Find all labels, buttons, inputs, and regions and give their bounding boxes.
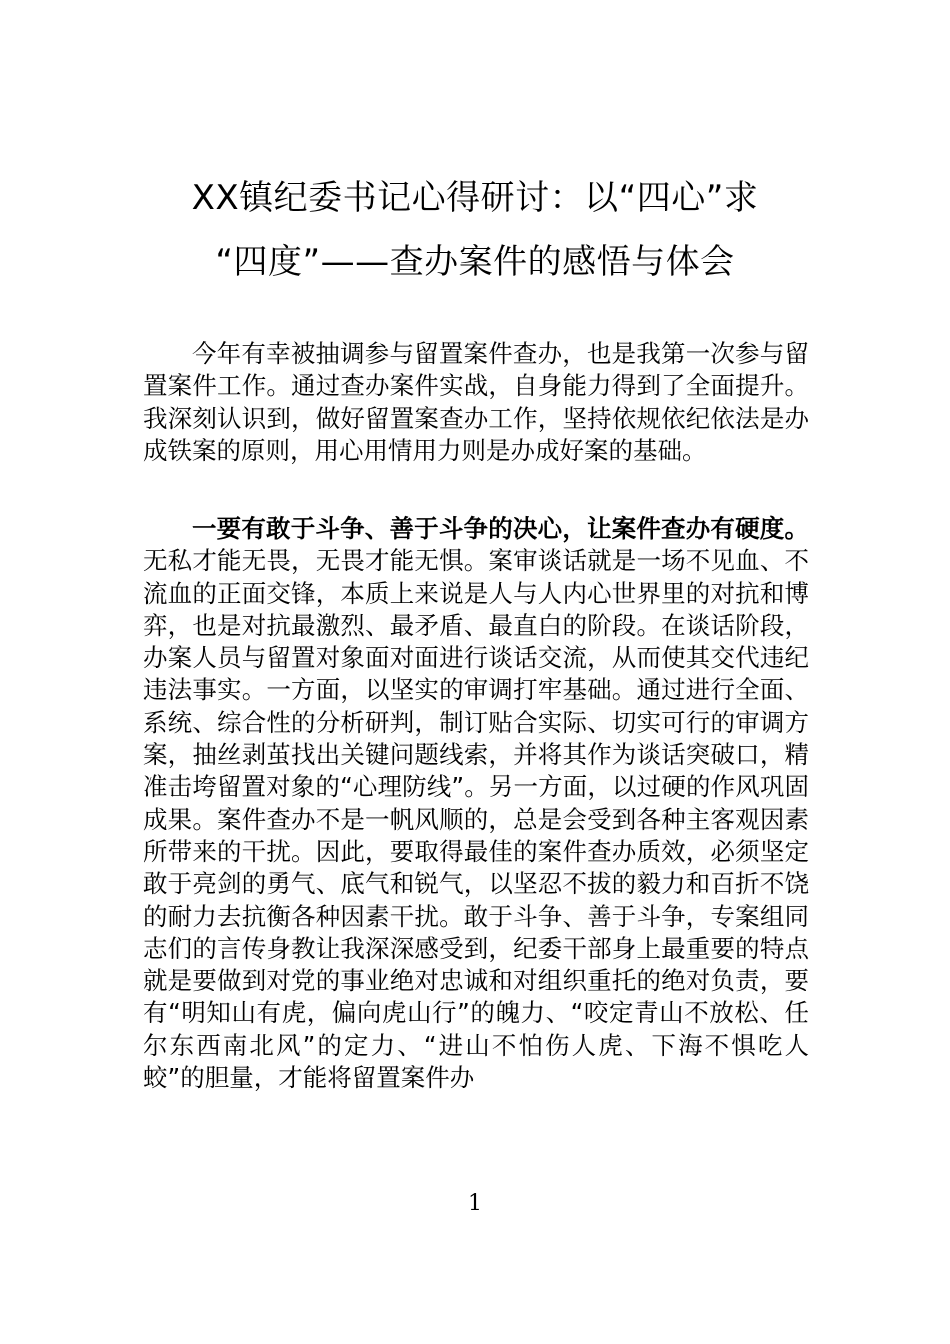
document-title-line-2: “四度”——查办案件的感悟与体会 xyxy=(215,242,735,282)
page-number: 1 xyxy=(468,1191,482,1216)
document-title-line-1: XX镇纪委书记心得研讨：以“四心”求 xyxy=(191,178,759,218)
paragraph-first-point-lead: 一要有敢于斗争、善于斗争的决心，让案件查办有硬度。 xyxy=(192,514,809,543)
paragraph-first-point-body: 无私才能无畏，无畏才能无惧。案审谈话就是一场不见血、不流血的正面交锋，本质上来说是人与人内心世界里的对抗和博弈，也是对抗最激烈、最矛盾、最直白的阶段。在谈话阶段，办案人员与留置对象面对面进行谈话交流，从而使其交代违纪违法事实。一方面，以坚实的审调打牢基础。通过进行全面、系统、综合性的分析研判，制订贴合实际、切实可行的审调方案，抽丝剥茧找出关键问题线索，并将其作为谈话突破口，精准击垮留置对象的“心理防线”。另一方面，以过硬的作风巩固成果。案件查办不是一帆风顺的，总是会受到各种主客观因素所带来的干扰。因此，要取得最佳的案件查办质效，必须坚定敢于亮剑的勇气、底气和锐气，以坚忍不拔的毅力和百折不饶的耐力去抗衡各种因素干扰。敢于斗争、善于斗争，专案组同志们的言传身教让我深深感受到，纪委干部身上最重要的特点就是要做到对党的事业绝对忠诚和对组织重托的绝对负责，要有“明知山有虎，偏向虎山行”的魄力、“咬定青山不放松、任尔东西南北风”的定力、“进山不怕伤人虎、下海不惧吃人蛟”的胆量，才能将留置案件办 xyxy=(143,546,809,1093)
paragraph-first-point xyxy=(143,513,809,1094)
paragraph-intro: 今年有幸被抽调参与留置案件查办，也是我第一次参与留置案件工作。通过查办案件实战，自身能力得到了全面提升。我深刻认识到，做好留置案查办工作，坚持依规依纪依法是办成铁案的原则，用心用情用力则是办成好案的基础。 xyxy=(143,339,809,465)
